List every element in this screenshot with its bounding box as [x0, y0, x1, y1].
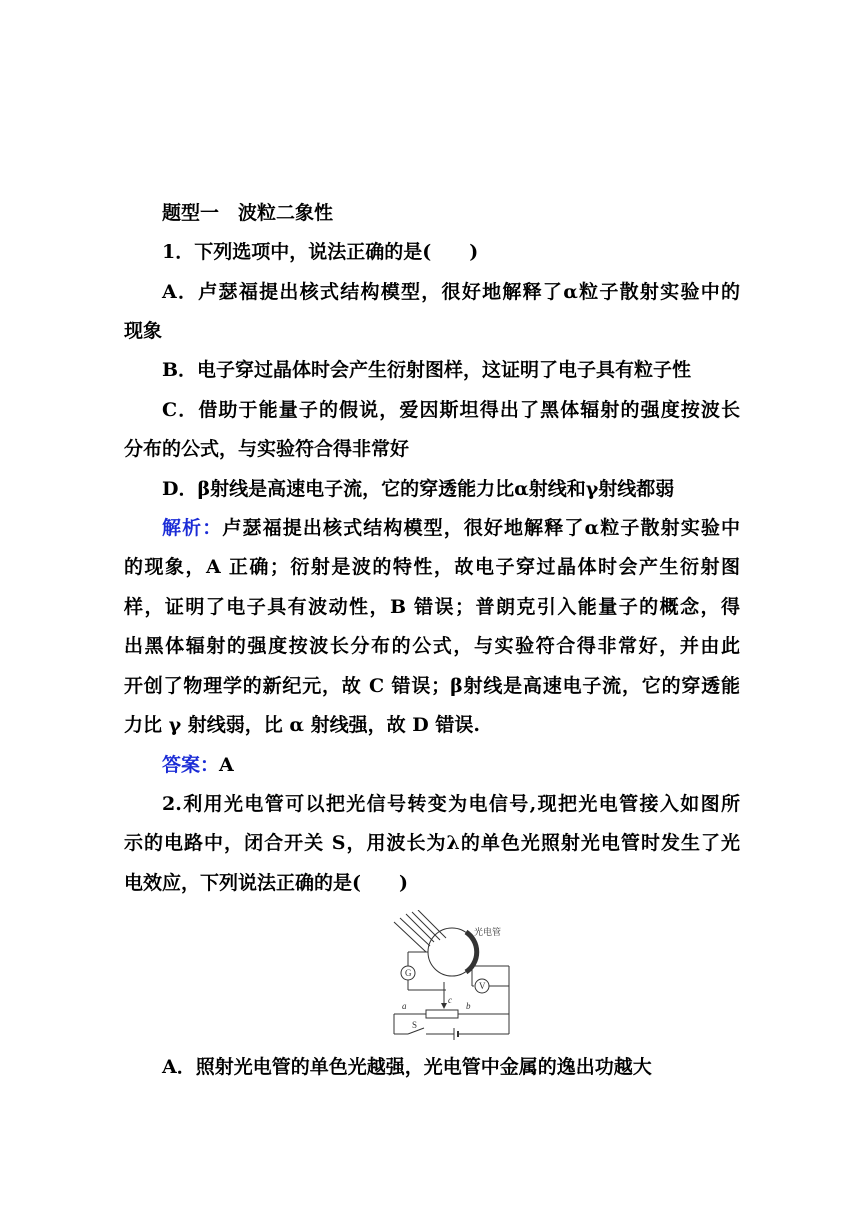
light-ray	[394, 922, 426, 952]
analysis-text-1: 卢瑟福提出核式结构模型，很好地解释了α粒子散射实验中	[222, 517, 740, 539]
label-c: c	[448, 995, 452, 1005]
tube-label: 光电管	[474, 928, 502, 938]
q2-stem-line2: 示的电路中，闭合开关 S，用波长为λ的单色光照射光电管时发生了光	[124, 832, 740, 854]
photoelectric-circuit-diagram	[386, 910, 522, 1040]
galvanometer-label: G	[405, 968, 412, 978]
rheostat	[426, 1010, 458, 1018]
q1-option-c-line2: 分布的公式，与实验符合得非常好	[124, 438, 410, 460]
q1-analysis-line5: 开创了物理学的新纪元，故 C 错误；β射线是高速电子流，它的穿透能	[124, 675, 740, 697]
slider-arrow	[441, 1003, 447, 1009]
q1-stem: 1．下列选项中，说法正确的是( )	[162, 241, 479, 263]
q2-stem-line3: 电效应，下列说法正确的是( )	[124, 872, 408, 894]
q1-analysis-line3: 样，证明了电子具有波动性，B 错误；普朗克引入能量子的概念，得	[124, 596, 740, 618]
label-b: b	[466, 1001, 471, 1011]
label-a: a	[402, 1001, 407, 1011]
q1-analysis-line1	[162, 513, 740, 543]
q1-analysis-line6: 力比 γ 射线弱，比 α 射线强，故 D 错误.	[124, 714, 480, 736]
q1-answer	[162, 750, 782, 780]
answer-value: A	[219, 754, 234, 776]
section-title: 题型一 波粒二象性	[162, 202, 334, 224]
switch-label: S	[412, 1020, 418, 1030]
q1-analysis-line4: 出黑体辐射的强度按波长分布的公式，与实验符合得非常好，并由此	[124, 635, 740, 657]
q1-option-a-line2: 现象	[124, 320, 163, 342]
light-ray	[412, 912, 440, 940]
q1-analysis-line2: 的现象，A 正确；衍射是波的特性，故电子穿过晶体时会产生衍射图	[124, 556, 740, 578]
q1-option-a-line1: A．卢瑟福提出核式结构模型，很好地解释了α粒子散射实验中的	[162, 281, 740, 303]
q1-option-b: B．电子穿过晶体时会产生衍射图样，这证明了电子具有粒子性	[162, 359, 692, 381]
q2-stem-line1: 2.利用光电管可以把光信号转变为电信号,现把光电管接入如图所	[162, 793, 740, 815]
q1-option-d: D．β射线是高速电子流，它的穿透能力比α射线和γ射线都弱	[162, 478, 675, 500]
answer-label: 答案：	[162, 754, 220, 776]
q1-option-c-line1: C．借助于能量子的假说，爱因斯坦得出了黑体辐射的强度按波长	[162, 399, 740, 421]
light-ray	[418, 910, 446, 938]
voltmeter-label: V	[479, 981, 486, 991]
analysis-label: 解析：	[162, 517, 223, 539]
q2-option-a: A．照射光电管的单色光越强，光电管中金属的逸出功越大	[162, 1056, 652, 1078]
